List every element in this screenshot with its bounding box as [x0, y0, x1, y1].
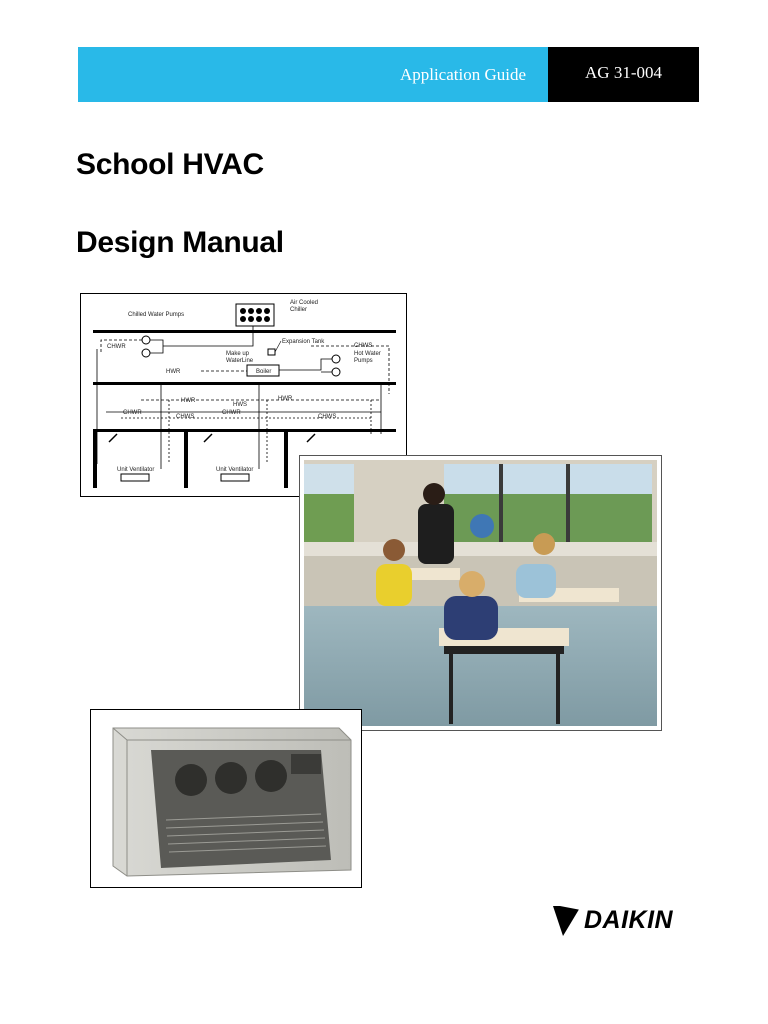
- header-band: [78, 47, 548, 102]
- label-makeup-line-2: WaterLine: [226, 358, 254, 364]
- label-chiller-line-2: Chiller: [290, 307, 308, 313]
- document-code: AG 31-004: [585, 63, 662, 82]
- label-unit-ventilator-2: Unit Ventilator: [216, 467, 254, 473]
- label-chws-top: CHWS: [354, 343, 373, 349]
- label-chw-pumps: Chilled Water Pumps: [128, 312, 185, 318]
- label-hw-pumps-line-2: Pumps: [354, 358, 373, 364]
- daikin-logo: [551, 904, 711, 940]
- label-chws-left: CHWS: [176, 414, 195, 420]
- chw-pump-1: [142, 336, 150, 344]
- daikin-logo-mark-icon: [551, 904, 583, 938]
- hw-pump-1: [332, 355, 340, 363]
- label-hwr-right: HWR: [278, 396, 293, 402]
- unit-ventilator-svg: [91, 710, 361, 887]
- chiller-box: [236, 304, 274, 326]
- label-hwr-mid: HWR: [181, 398, 196, 404]
- daikin-logo-wordmark: DAIKIN: [584, 906, 674, 934]
- floor-slab: [93, 382, 396, 385]
- roof-slab: [93, 330, 396, 333]
- label-chwr-mid: CHWR: [222, 410, 241, 416]
- page-title-line-1: School HVAC: [76, 148, 264, 181]
- label-chwr-top: CHWR: [107, 344, 126, 350]
- hw-pump-2: [332, 368, 340, 376]
- chw-pump-2: [142, 349, 150, 357]
- unit-ventilator-photo: [90, 709, 362, 888]
- classroom-photo: [299, 455, 662, 731]
- lower-slab: [93, 429, 396, 432]
- label-hws: HWS: [233, 402, 247, 408]
- unit-ventilator-1: [121, 474, 149, 481]
- label-chwr-left: CHWR: [123, 410, 142, 416]
- label-unit-ventilator-1: Unit Ventilator: [117, 467, 155, 473]
- unit-ventilator-2: [221, 474, 249, 481]
- label-makeup-line-1: Make up: [226, 351, 250, 357]
- label-chiller-line-1: Air Cooled: [290, 300, 319, 306]
- document-code-box: [548, 47, 699, 102]
- document-type: Application Guide: [399, 65, 526, 84]
- page-title-line-2: Design Manual: [76, 226, 284, 259]
- label-hw-pumps-line-1: Hot Water: [354, 351, 381, 357]
- label-expansion-tank: Expansion Tank: [282, 339, 325, 345]
- label-chws-right: CHWS: [318, 414, 337, 420]
- label-hwr-top: HWR: [166, 369, 181, 375]
- label-boiler: Boiler: [256, 369, 272, 375]
- expansion-tank: [268, 349, 275, 355]
- classroom-photo-svg: [304, 460, 657, 726]
